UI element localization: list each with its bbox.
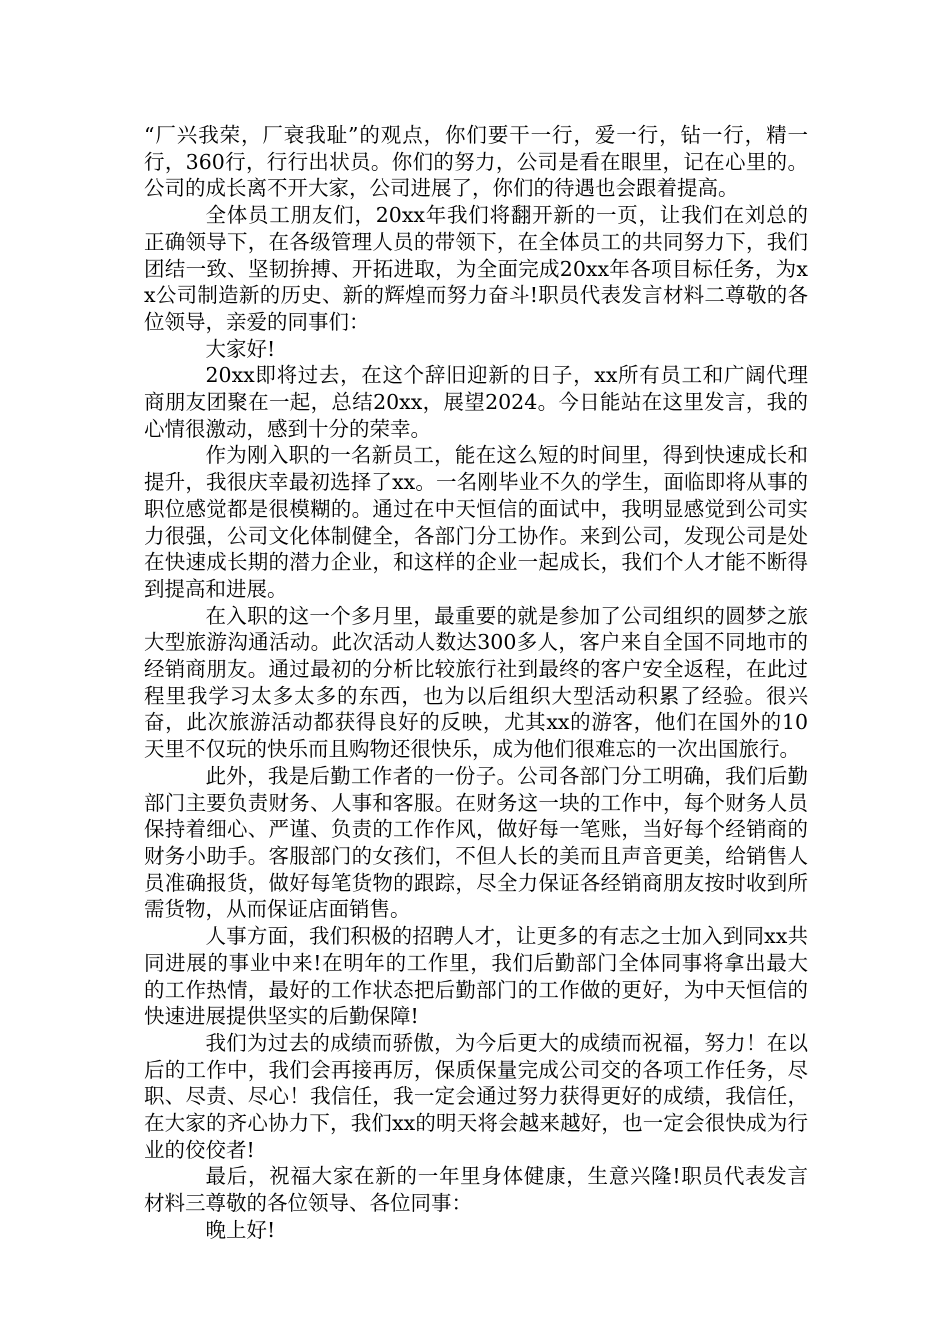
paragraph-5: 作为刚入职的一名新员工，能在这么短的时间里，得到快速成长和提升，我很庆幸最初选择了xx。一名刚毕业不久的学生，面临即将从事的职位感觉都是很模糊的。通过在中天恒信的面试中，我明显感觉到公司实力很强，公司文化体制健全，各部门分工协作。来到公司，发现公司是处在快速成长期的潜力企业，和这样的企业一起成长，我们个人才能不断得到提高和进展。 — [144, 443, 808, 601]
paragraph-4: 20xx即将过去，在这个辞旧迎新的日子，xx所有员工和广阔代理商朋友团聚在一起，总结20xx，展望2024。今日能站在这里发言，我的心情很激动，感到十分的荣幸。 — [144, 363, 808, 441]
paragraph-10: 最后，祝福大家在新的一年里身体健康，生意兴隆!职员代表发言材料三尊敬的各位领导、各位同事： — [144, 1164, 808, 1216]
paragraph-9: 我们为过去的成绩而骄傲，为今后更大的成绩而祝福，努力！在以后的工作中，我们会再接再厉，保质保量完成公司交的各项工作任务，尽职、尽责、尽心！我信任，我一定会通过努力获得更好的成绩，我信任，在大家的齐心协力下，我们xx的明天将会越来越好，也一定会很快成为行业的佼佼者! — [144, 1030, 808, 1162]
paragraph-8: 人事方面，我们积极的招聘人才，让更多的有志之士加入到同xx共同进展的事业中来!在明年的工作里，我们后勤部门全体同事将拿出最大的工作热情，最好的工作状态把后勤部门的工作做的更好，为中天恒信的快速进展提供坚实的后勤保障! — [144, 924, 808, 1029]
document-page — [144, 122, 808, 1244]
paragraph-6: 在入职的这一个多月里，最重要的就是参加了公司组织的圆梦之旅大型旅游沟通活动。此次活动人数达300多人，客户来自全国不同地市的经销商朋友。通过最初的分析比较旅行社到最终的客户安全返程，在此过程里我学习太多太多的东西，也为以后组织大型活动积累了经验。很兴奋，此次旅游活动都获得良好的反映，尤其xx的游客，他们在国外的10天里不仅玩的快乐而且购物还很快乐，成为他们很难忘的一次出国旅行。 — [144, 603, 808, 762]
paragraph-1: “厂兴我荣，厂衰我耻”的观点，你们要干一行，爱一行，钻一行，精一行，360行，行行出状员。你们的努力，公司是看在眼里，记在心里的。公司的成长离不开大家，公司进展了，你们的待遇也会跟着提高。 — [144, 123, 808, 201]
paragraph-2: 全体员工朋友们，20xx年我们将翻开新的一页，让我们在刘总的正确领导下，在各级管理人员的带领下，在全体员工的共同努力下，我们团结一致、坚韧拚搏、开拓进取，为全面完成20xx年各项目标任务，为xx公司制造新的历史、新的辉煌而努力奋斗!职员代表发言材料二尊敬的各位领导，亲爱的同事们： — [144, 203, 808, 334]
paragraph-3: 大家好! — [205, 336, 276, 361]
paragraph-11: 晚上好! — [205, 1217, 276, 1242]
paragraph-7: 此外，我是后勤工作者的一份子。公司各部门分工明确，我们后勤部门主要负责财务、人事和客服。在财务这一块的工作中，每个财务人员保持着细心、严谨、负责的工作作风，做好每一笔账，当好每个经销商的财务小助手。客服部门的女孩们，不但人长的美而且声音更美，给销售人员准确报货，做好每笔货物的跟踪，尽全力保证各经销商朋友按时收到所需货物，从而保证店面销售。 — [144, 763, 808, 922]
